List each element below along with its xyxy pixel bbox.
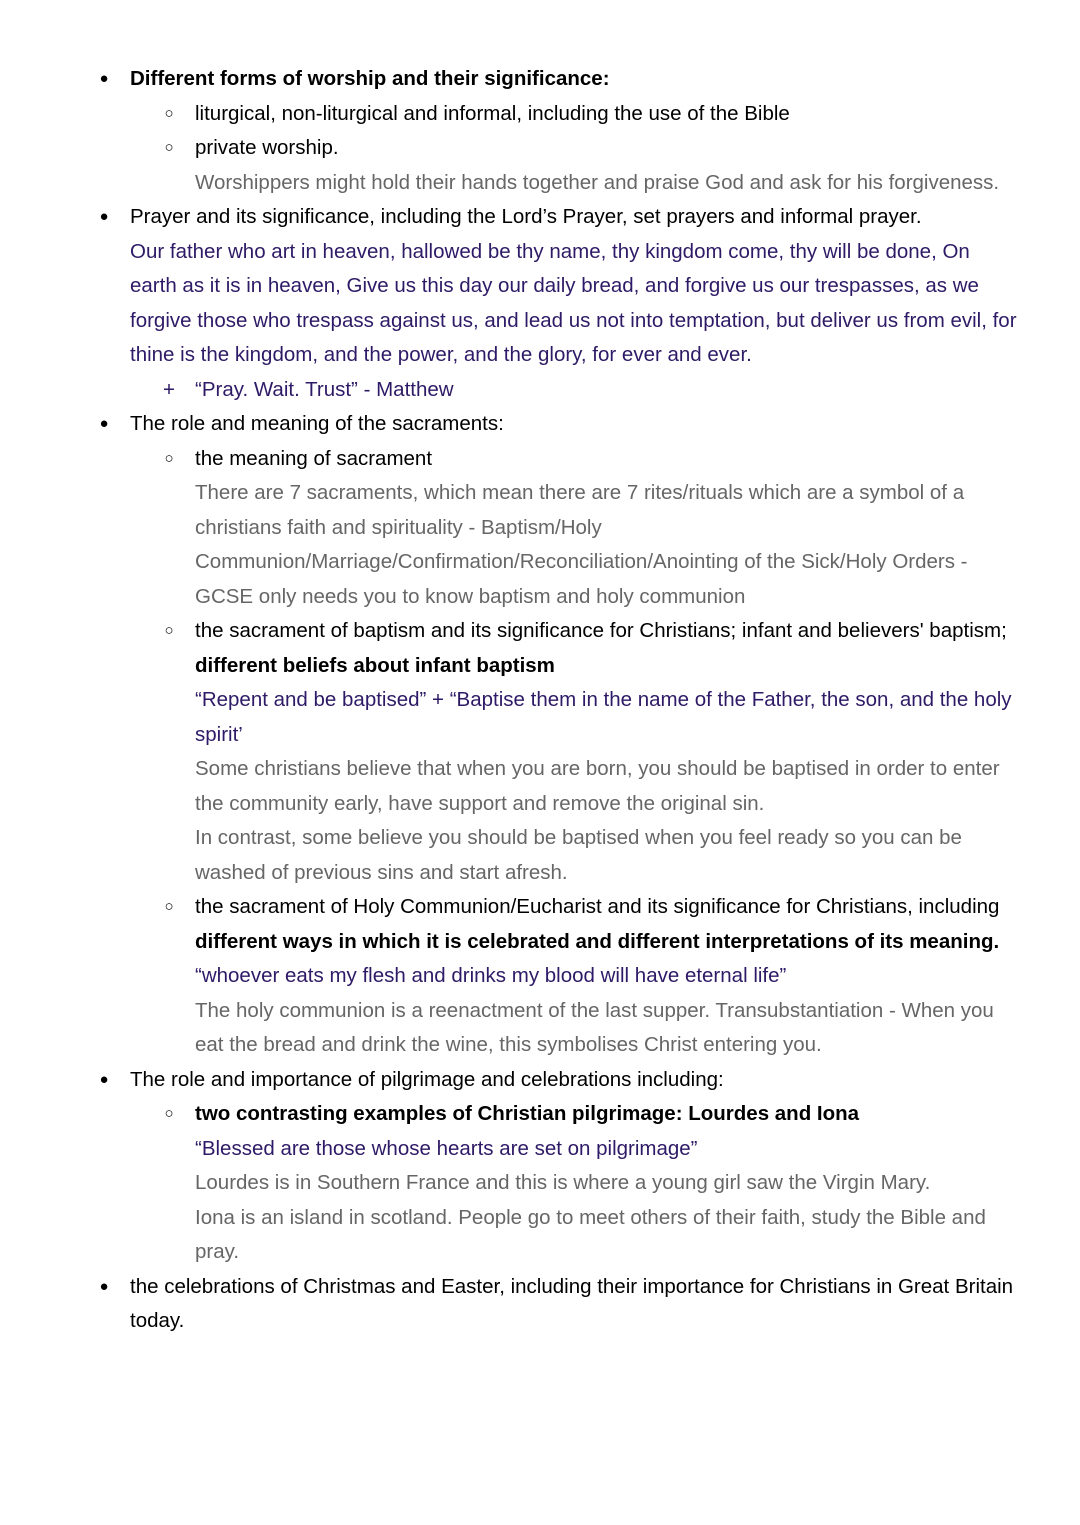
heading-worship: Different forms of worship and their significance: xyxy=(130,67,610,90)
note-seven-sacraments: There are 7 sacraments, which mean there are 7 rites/rituals which are a symbol of a christians faith and spirituality - Baptism/Holy Communion/Marriage/Confirmation/Reconciliation/Anointing of the Sick/Holy Orders - GCSE only needs you to know baptism and holy communion xyxy=(195,481,968,608)
quote-text: “Pray. Wait. Trust” - Matthew xyxy=(195,377,454,401)
note-infant-baptism: Some christians believe that when you are born, you should be baptised in order to enter the community early, have support and remove the original sin. xyxy=(195,757,1000,815)
bullet-circle: ○ xyxy=(164,139,174,156)
subitem-liturgical xyxy=(0,97,1080,132)
bullet-dot: ● xyxy=(99,415,109,432)
heading-celebrations: the celebrations of Christmas and Easter, including their importance for Christians in Great Britain today. xyxy=(130,1274,1014,1332)
document-page xyxy=(0,62,1080,1339)
bullet-circle: ○ xyxy=(164,104,174,122)
baptism-title-bold: different beliefs about infant baptism xyxy=(195,653,555,677)
note-lourdes: Lourdes is in Southern France and this is where a young girl saw the Virgin Mary. xyxy=(195,1171,931,1194)
note-communion: The holy communion is a reenactment of the last supper. Transubstantiation - When you eat the bread and drink the wine, this symbolises Christ entering you. xyxy=(195,998,994,1056)
subitem-baptism xyxy=(0,614,1080,683)
bullet-dot: ● xyxy=(99,208,109,225)
bullet-worship xyxy=(0,62,1080,97)
note-believers-baptism: In contrast, some believe you should be baptised when you feel ready so you can be washed of previous sins and start afresh. xyxy=(195,826,962,884)
bullet-circle: ○ xyxy=(164,898,174,915)
heading-pilgrimage: The role and importance of pilgrimage and celebrations including: xyxy=(130,1067,724,1091)
note-private-worship: Worshippers might hold their hands together and praise God and ask for his forgiveness. xyxy=(195,170,1000,194)
subitem-text: private worship. xyxy=(195,136,339,159)
plus-marker: + xyxy=(163,377,175,401)
heading-sacraments: The role and meaning of the sacraments: xyxy=(130,412,504,435)
communion-title-bold: different ways in which it is celebrated and different interpretations of its meaning. xyxy=(195,929,1000,953)
subitem-text xyxy=(195,614,1020,683)
quote-pilgrimage: “Blessed are those whose hearts are set on pilgrimage” xyxy=(195,1136,698,1160)
subitem-text: the meaning of sacrament xyxy=(195,446,433,470)
subitem-lourdes-iona xyxy=(0,1097,1080,1132)
bullet-sacraments xyxy=(0,407,1080,442)
communion-title: the sacrament of Holy Communion/Eucharist and its significance for Christians, including xyxy=(195,895,1000,918)
bullet-circle: ○ xyxy=(164,1105,174,1122)
lords-prayer-text: Our father who art in heaven, hallowed be thy name, thy kingdom come, thy will be done, On earth as it is in heaven, Give us this day our daily bread, and forgive us our trespasses, as we forgive those who trespass against us, and lead us not into temptation, but deliver us from evil, for thine is the kingdom, and the power, and the glory, for ever and ever. xyxy=(130,239,1017,366)
bullet-circle: ○ xyxy=(164,622,174,639)
bullet-circle: ○ xyxy=(164,449,174,467)
quote-matthew xyxy=(0,373,1080,408)
subitem-private-worship xyxy=(0,131,1080,166)
bullet-dot: ● xyxy=(99,1070,109,1088)
baptism-title: the sacrament of baptism and its significance for Christians; infant and believers' baptism; xyxy=(195,619,1007,642)
subitem-communion xyxy=(0,890,1080,959)
heading-prayer: Prayer and its significance, including the Lord’s Prayer, set prayers and informal prayer. xyxy=(130,205,922,228)
subitem-text xyxy=(195,890,1020,959)
note-iona: Iona is an island in scotland. People go to meet others of their faith, study the Bible and pray. xyxy=(195,1205,986,1263)
quote-baptism: “Repent and be baptised” + “Baptise them in the name of the Father, the son, and the holy spirit’ xyxy=(195,688,1012,746)
quote-communion: “whoever eats my flesh and drinks my blood will have eternal life” xyxy=(195,964,787,987)
bullet-dot: ● xyxy=(99,1277,109,1295)
subitem-text: liturgical, non-liturgical and informal, including the use of the Bible xyxy=(195,101,790,125)
bullet-dot: ● xyxy=(99,70,109,87)
subitem-meaning-sacrament xyxy=(0,442,1080,477)
bullet-celebrations xyxy=(0,1270,1080,1339)
bullet-pilgrimage xyxy=(0,1063,1080,1098)
subitem-text: two contrasting examples of Christian pilgrimage: Lourdes and Iona xyxy=(195,1102,860,1125)
bullet-prayer xyxy=(0,200,1080,235)
